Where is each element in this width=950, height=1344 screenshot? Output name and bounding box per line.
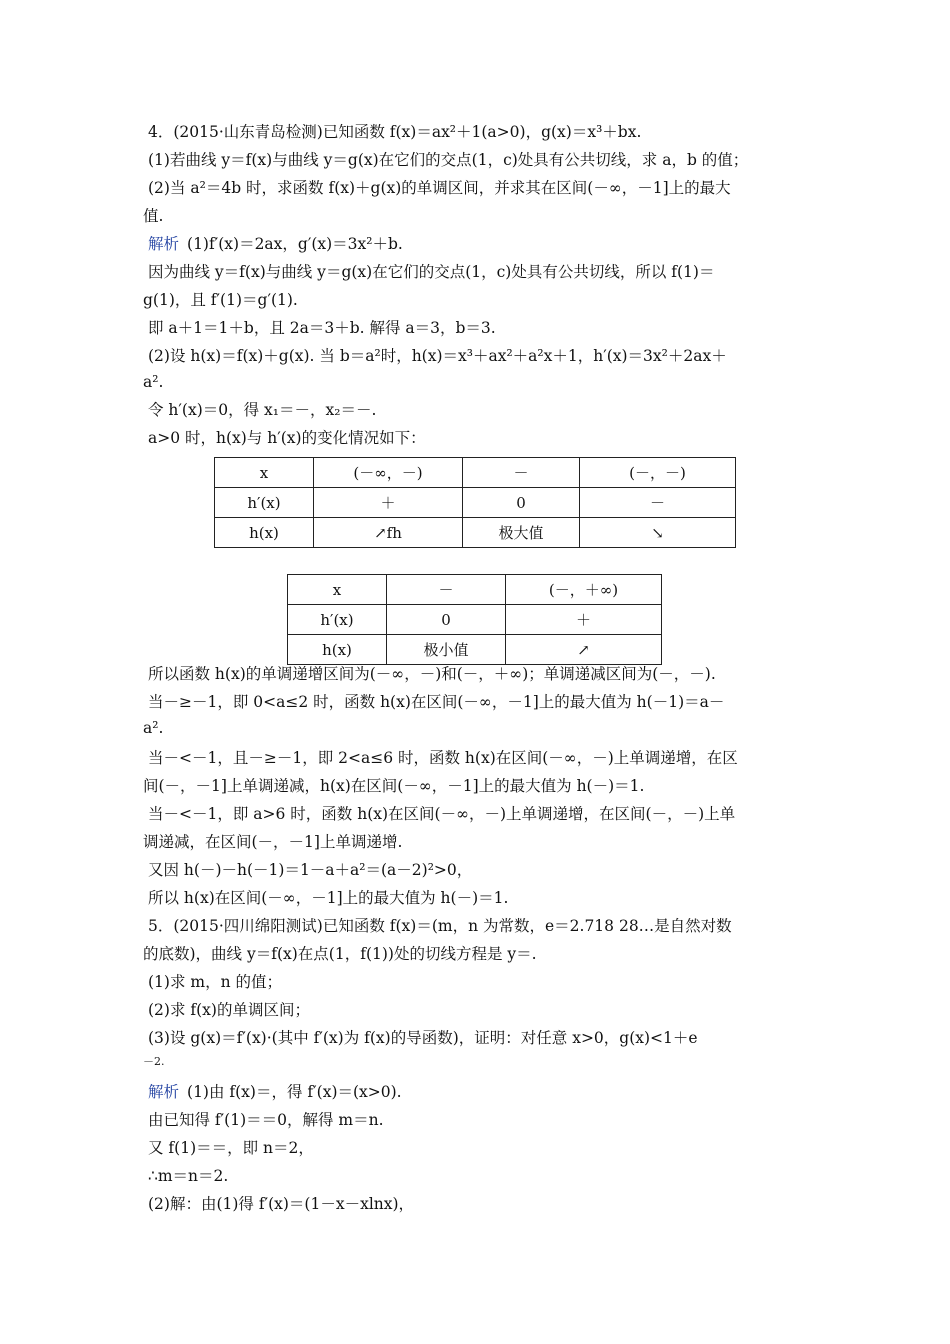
table-cell: x bbox=[288, 575, 387, 605]
problem5-solution-line3: 又 f(1)＝＝，即 n＝2， bbox=[148, 1139, 314, 1157]
table-row bbox=[215, 488, 736, 518]
table-cell: (－，－) bbox=[580, 458, 736, 488]
problem4-solution-line7: 所以函数 h(x)的单调递增区间为(－∞，－)和(－，＋∞)；单调递减区间为(－，－). bbox=[148, 665, 716, 683]
table-cell: x bbox=[215, 458, 314, 488]
table-cell: h′(x) bbox=[215, 488, 314, 518]
problem5-stem: 5．(2015·四川绵阳测试)已知函数 f(x)＝(m，n 为常数，e＝2.718 28…是自然对数 bbox=[148, 917, 732, 935]
problem5-solution-line5: (2)解：由(1)得 f′(x)＝(1－x－xlnx)， bbox=[148, 1195, 415, 1213]
variation-table-2 bbox=[287, 574, 662, 665]
table-cell: (－，＋∞) bbox=[506, 575, 662, 605]
problem5-solution-line2: 由已知得 f′(1)＝＝0，解得 m＝n. bbox=[148, 1111, 384, 1129]
problem4-solution-line2: 因为曲线 y＝f(x)与曲线 y＝g(x)在它们的交点(1，c)处具有公共切线，所以 f(1)＝ bbox=[148, 263, 715, 281]
problem4-solution-line2-cont: g(1)，且 f′(1)＝g′(1). bbox=[143, 291, 298, 309]
table-cell: 0 bbox=[387, 605, 506, 635]
problem4-solution-line12: 所以 h(x)在区间(－∞，－1]上的最大值为 h(－)＝1. bbox=[148, 889, 509, 907]
problem4-question2: (2)当 a²＝4b 时，求函数 f(x)＋g(x)的单调区间，并求其在区间(－∞，－1]上的最大 bbox=[148, 179, 731, 197]
table-cell: ↘ bbox=[580, 518, 736, 548]
table-cell: ↗ bbox=[506, 635, 662, 665]
problem5-question3: (3)设 g(x)＝f′(x)·(其中 f′(x)为 f(x)的导函数)，证明：对任意 x>0，g(x)<1＋e bbox=[148, 1029, 698, 1047]
problem5-stem-cont: 的底数)，曲线 y＝f(x)在点(1，f(1))处的切线方程是 y＝. bbox=[143, 945, 537, 963]
problem4-solution-line9-cont: 间(－，－1]上单调递减，h(x)在区间(－∞，－1]上的最大值为 h(－)＝1. bbox=[143, 777, 645, 795]
problem4-solution-line5: 令 h′(x)＝0，得 x₁＝－，x₂＝－. bbox=[148, 401, 377, 419]
problem4-solution-line4: (2)设 h(x)＝f(x)＋g(x). 当 b＝a²时，h(x)＝x³＋ax²＋a²x＋1，h′(x)＝3x²＋2ax＋ bbox=[148, 347, 727, 365]
table-cell: 极小值 bbox=[387, 635, 506, 665]
problem4-question2-cont: 值. bbox=[143, 207, 164, 225]
table-row bbox=[288, 575, 662, 605]
problem4-solution-line3: 即 a＋1＝1＋b，且 2a＝3＋b. 解得 a＝3，b＝3. bbox=[148, 319, 496, 337]
table-cell: － bbox=[387, 575, 506, 605]
problem4-solution-line8-cont: a². bbox=[143, 719, 164, 737]
solution-label: 解析 bbox=[148, 235, 180, 253]
problem5-question2: (2)求 f(x)的单调区间； bbox=[148, 1001, 310, 1019]
table-cell: － bbox=[463, 458, 580, 488]
problem5-solution-line4: ∴m＝n＝2. bbox=[148, 1167, 229, 1185]
solution-label: 解析 bbox=[148, 1083, 180, 1101]
problem5-question3-cont: －2. bbox=[143, 1055, 165, 1068]
solution-text: (1)f′(x)＝2ax，g′(x)＝3x²＋b. bbox=[187, 235, 403, 253]
problem4-solution-line9: 当－<－1，且－≥－1，即 2<a≤6 时，函数 h(x)在区间(－∞，－)上单调递增，在区 bbox=[148, 749, 738, 767]
table-cell: 极大值 bbox=[463, 518, 580, 548]
table-row bbox=[288, 635, 662, 665]
table-cell: h(x) bbox=[288, 635, 387, 665]
problem4-solution-line1 bbox=[148, 234, 403, 254]
problem4-solution-line4-cont: a². bbox=[143, 373, 164, 391]
problem4-stem: 4．(2015·山东青岛检测)已知函数 f(x)＝ax²＋1(a>0)，g(x)＝x³＋bx. bbox=[148, 123, 642, 141]
table-row bbox=[215, 458, 736, 488]
table-cell: ＋ bbox=[314, 488, 463, 518]
problem4-solution-line11: 又因 h(－)－h(－1)＝1－a＋a²＝(a－2)²>0， bbox=[148, 861, 473, 879]
table-row bbox=[288, 605, 662, 635]
table-cell: ↗fh bbox=[314, 518, 463, 548]
table-cell: h′(x) bbox=[288, 605, 387, 635]
table-cell: － bbox=[580, 488, 736, 518]
solution-text: (1)由 f(x)＝，得 f′(x)＝(x>0). bbox=[187, 1083, 402, 1101]
problem4-solution-line10: 当－<－1，即 a>6 时，函数 h(x)在区间(－∞，－)上单调递增，在区间(－，－)上单 bbox=[148, 805, 736, 823]
table-cell: ＋ bbox=[506, 605, 662, 635]
table-cell: 0 bbox=[463, 488, 580, 518]
variation-table-1 bbox=[214, 457, 736, 548]
problem5-solution-line1 bbox=[148, 1082, 402, 1102]
problem5-question1: (1)求 m，n 的值； bbox=[148, 973, 282, 991]
problem4-solution-line8: 当－≥－1，即 0<a≤2 时，函数 h(x)在区间(－∞，－1]上的最大值为 h(－1)＝a－ bbox=[148, 693, 725, 711]
problem4-solution-line6: a>0 时，h(x)与 h′(x)的变化情况如下： bbox=[148, 429, 426, 447]
problem4-solution-line10-cont: 调递减，在区间(－，－1]上单调递增. bbox=[143, 833, 403, 851]
table-cell: h(x) bbox=[215, 518, 314, 548]
table-cell: (－∞，－) bbox=[314, 458, 463, 488]
table-row bbox=[215, 518, 736, 548]
problem4-question1: (1)若曲线 y＝f(x)与曲线 y＝g(x)在它们的交点(1，c)处具有公共切线，求 a，b 的值； bbox=[148, 151, 749, 169]
